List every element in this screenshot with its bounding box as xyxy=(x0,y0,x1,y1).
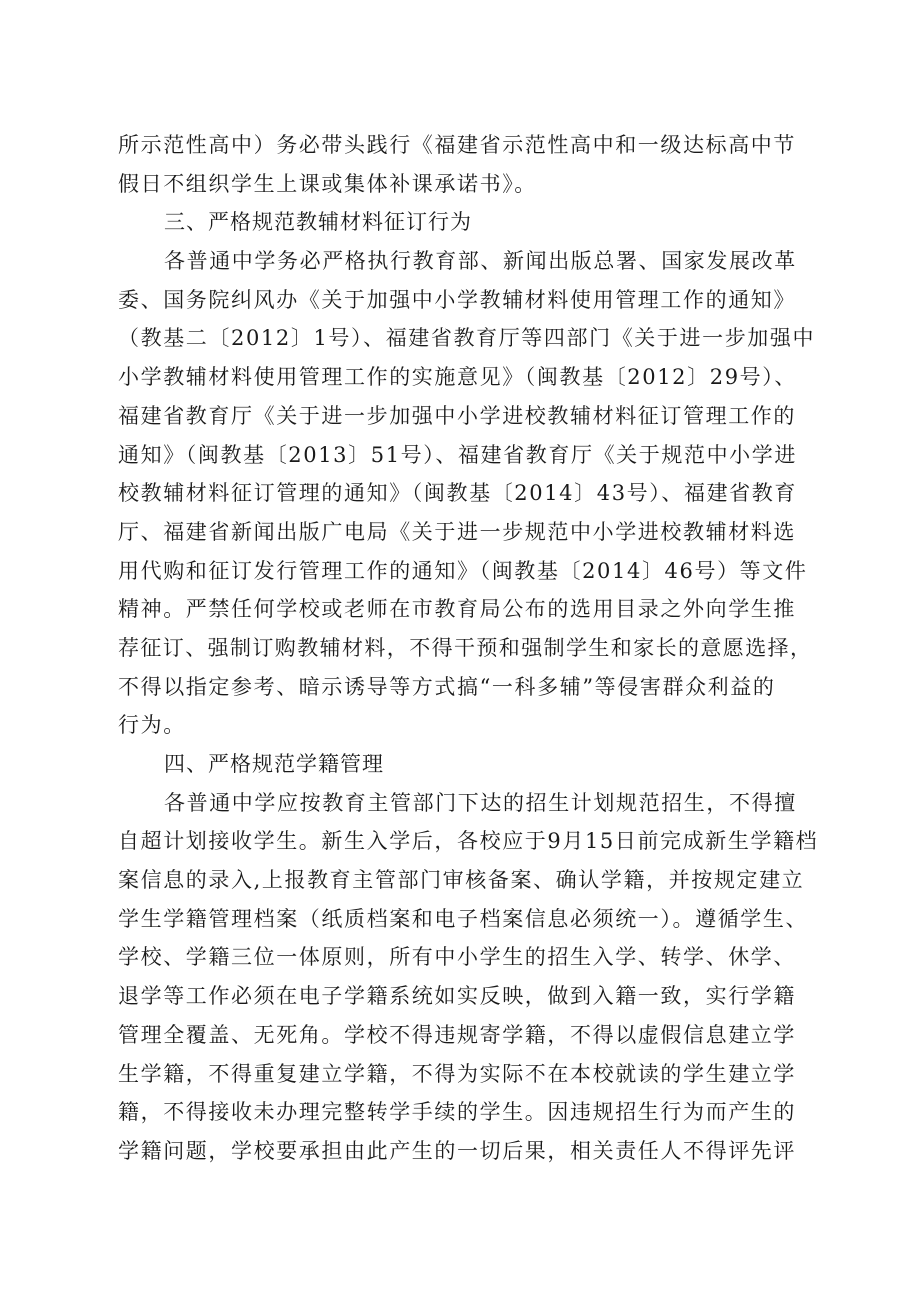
text-line: 籍，不得接收未办理完整转学手续的学生。因违规招生行为而产生的 xyxy=(118,1100,796,1125)
text-line: 福建省教育厅《关于进一步加强中小学进校教辅材料征订管理工作的 xyxy=(118,403,796,428)
text-line: 厅、福建省新闻出版广电局《关于进一步规范中小学进校教辅材料选 xyxy=(118,519,796,544)
text-line: 案信息的录入,上报教育主管部门审核备案、确认学籍，并按规定建立 xyxy=(118,868,805,893)
text-line: 学籍问题，学校要承担由此产生的一切后果，相关责任人不得评先评 xyxy=(118,1138,796,1163)
text-line: 退学等工作必须在电子学籍系统如实反映，做到入籍一致，实行学籍 xyxy=(118,984,796,1009)
text-line: 生学籍，不得重复建立学籍，不得为实际不在本校就读的学生建立学 xyxy=(118,1061,796,1086)
text-line: （教基二〔2012〕1号）、福建省教育厅等四部门《关于进一步加强中 xyxy=(118,326,816,351)
text-line: 自超计划接收学生。新生入学后，各校应于9月15日前完成新生学籍档 xyxy=(118,829,819,854)
section-heading: 四、严格规范学籍管理 xyxy=(164,752,384,776)
text-line: 荐征订、强制订购教辅材料，不得干预和强制学生和家长的意愿选择， xyxy=(118,635,813,660)
text-line: 校教辅材料征订管理的通知》（闽教基〔2014〕43号）、福建省教育 xyxy=(118,481,797,506)
section-heading: 三、严格规范教辅材料征订行为 xyxy=(164,210,472,235)
document-body xyxy=(118,126,818,1171)
text-line: 学生学籍管理档案（纸质档案和电子档案信息必须统一）。遵循学生、 xyxy=(118,906,809,931)
text-line: 各普通中学务必严格执行教育部、新闻出版总署、国家发展改革 xyxy=(164,249,797,274)
text-line: 管理全覆盖、无死角。学校不得违规寄学籍，不得以虚假信息建立学 xyxy=(118,1022,796,1047)
text-line: 通知》（闽教基〔2013〕51号）、福建省教育厅《关于规范中小学进 xyxy=(118,442,797,467)
text-line: 用代购和征订发行管理工作的通知》（闽教基〔2014〕46号）等文件 xyxy=(118,558,808,583)
text-line: 委、国务院纠风办《关于加强中小学教辅材料使用管理工作的通知》 xyxy=(118,287,796,312)
text-line: 假日不组织学生上课或集体补课承诺书》。 xyxy=(118,171,537,196)
text-line: 不得以指定参考、暗示诱导等方式搞“一科多辅”等侵害群众利益的 xyxy=(118,674,776,699)
text-line: 各普通中学应按教育主管部门下达的招生计划规范招生，不得擅 xyxy=(164,790,797,815)
text-line: 小学教辅材料使用管理工作的实施意见》（闽教基〔2012〕29号）、 xyxy=(118,365,797,390)
text-line: 行为。 xyxy=(118,713,186,738)
text-line: 学校、学籍三位一体原则，所有中小学生的招生入学、转学、休学、 xyxy=(118,945,796,970)
text-line: 所示范性高中）务必带头践行《福建省示范性高中和一级达标高中节 xyxy=(118,133,796,157)
text-line: 精神。严禁任何学校或老师在市教育局公布的选用目录之外向学生推 xyxy=(118,597,796,622)
